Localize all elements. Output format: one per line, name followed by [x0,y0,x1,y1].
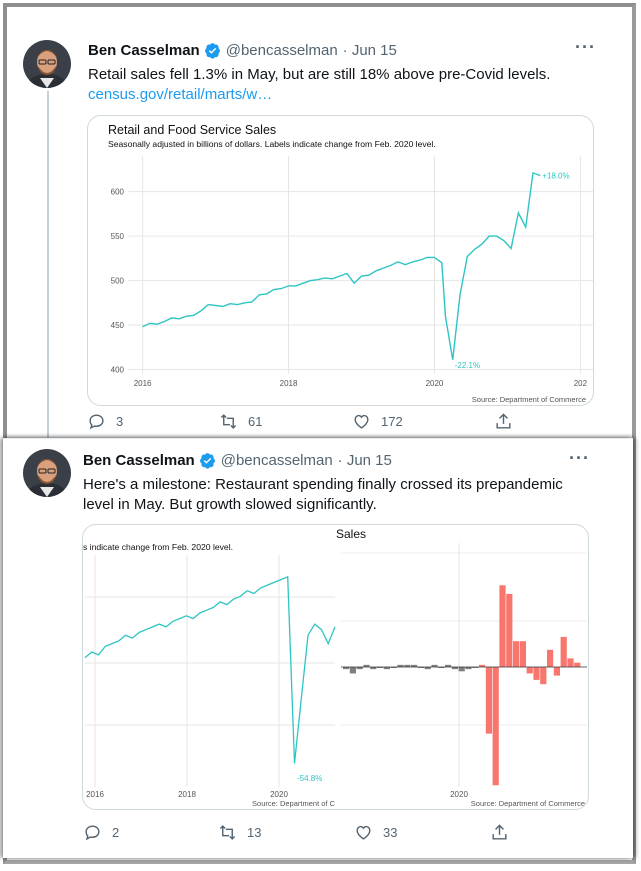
verified-badge-icon [199,452,216,469]
author-name[interactable]: Ben Casselman [83,452,195,469]
reply-icon [83,823,102,842]
like-icon [352,412,371,431]
retweet-count: 61 [248,414,263,429]
y-tick-label: 450 [110,321,124,331]
thread-line [47,91,49,444]
chart-card[interactable] [82,524,589,810]
bar [547,650,553,667]
retweet-count: 13 [247,825,262,840]
timestamp[interactable]: · Jun 15 [342,42,397,59]
chart-title: Sales [336,527,367,541]
bar [486,667,492,734]
x-tick-label: 2020 [270,790,288,799]
bar [506,594,512,667]
like-count: 172 [381,414,403,429]
share-icon [490,823,509,842]
more-icon[interactable]: ··· [575,37,596,57]
bar [554,667,560,676]
y-tick-label: 400 [110,365,124,375]
tweet-header [88,42,397,59]
author-name[interactable]: Ben Casselman [88,42,200,59]
chart-source: Source: Department of Commerce [471,395,586,404]
chart-title: Retail and Food Service Sales [108,123,277,137]
reply-button[interactable] [87,412,123,431]
bar [350,667,356,673]
tweet-text-line-1: Here's a milestone: Restaurant spending finally crossed its prepandemic [83,476,563,493]
avatar[interactable] [23,40,71,88]
bar [533,667,539,680]
bar [513,641,519,667]
bar [567,658,573,667]
chart-subtitle: s indicate change from Feb. 2020 level. [83,542,234,552]
author-handle[interactable]: @bencasselman [225,42,338,59]
like-icon [354,823,373,842]
x-tick-label: 2016 [86,790,104,799]
series-line [85,577,335,764]
x-tick-label: 202 [573,379,588,388]
reply-icon [87,412,106,431]
bar [540,667,546,684]
bar [574,663,580,667]
x-tick-label: 2020 [450,790,468,799]
verified-badge-icon [204,42,221,59]
retweet-icon [218,823,237,842]
chart-subtitle: Seasonally adjusted in billions of dollars. Labels indicate change from Feb. 2020 level. [108,139,436,149]
x-tick-label: 2018 [279,379,298,388]
retweet-button[interactable] [218,823,261,842]
tweet-link[interactable]: census.gov/retail/marts/w… [88,86,273,103]
bar [520,641,526,667]
like-button[interactable] [352,412,403,431]
bar [561,637,567,667]
timestamp[interactable]: · Jun 15 [337,452,392,469]
tweet-text: Retail sales fell 1.3% in May, but are still 18% above pre-Covid levels. [88,66,551,83]
bar [493,667,499,785]
chart-source-right: Source: Department of Commerce [470,799,585,808]
retweet-button[interactable] [219,412,262,431]
tweet-2[interactable] [3,438,633,858]
bar [527,667,533,673]
tweet-1[interactable] [7,7,632,444]
chart-source-left: Source: Department of C [252,799,335,808]
x-tick-label: 2018 [178,790,196,799]
bar [459,667,465,671]
annotation-low: -54.8% [297,774,323,783]
share-button[interactable] [494,412,513,431]
share-icon [494,412,513,431]
y-tick-label: 500 [110,276,124,286]
reply-count: 2 [112,825,120,840]
annotation-low: -22.1% [454,360,481,370]
more-icon[interactable]: ··· [569,448,590,468]
x-tick-label: 2016 [133,379,152,388]
author-handle[interactable]: @bencasselman [220,452,333,469]
tweet-text-line-2: level in May. But growth slowed significantly. [83,496,377,513]
x-tick-label: 2020 [425,379,444,388]
series-line [143,173,541,360]
bar [499,585,505,667]
restaurant-sales-chart [83,525,589,810]
retail-sales-chart [88,116,594,406]
reply-count: 3 [116,414,124,429]
share-button[interactable] [490,823,509,842]
y-tick-label: 550 [110,232,124,242]
y-tick-label: 600 [110,187,124,197]
tweet-header [83,452,392,469]
chart-card[interactable] [87,115,594,406]
reply-button[interactable] [83,823,119,842]
annotation-latest: +18.0% [542,171,570,181]
like-count: 33 [383,825,398,840]
like-button[interactable] [354,823,397,842]
avatar[interactable] [23,449,71,497]
retweet-icon [219,412,238,431]
